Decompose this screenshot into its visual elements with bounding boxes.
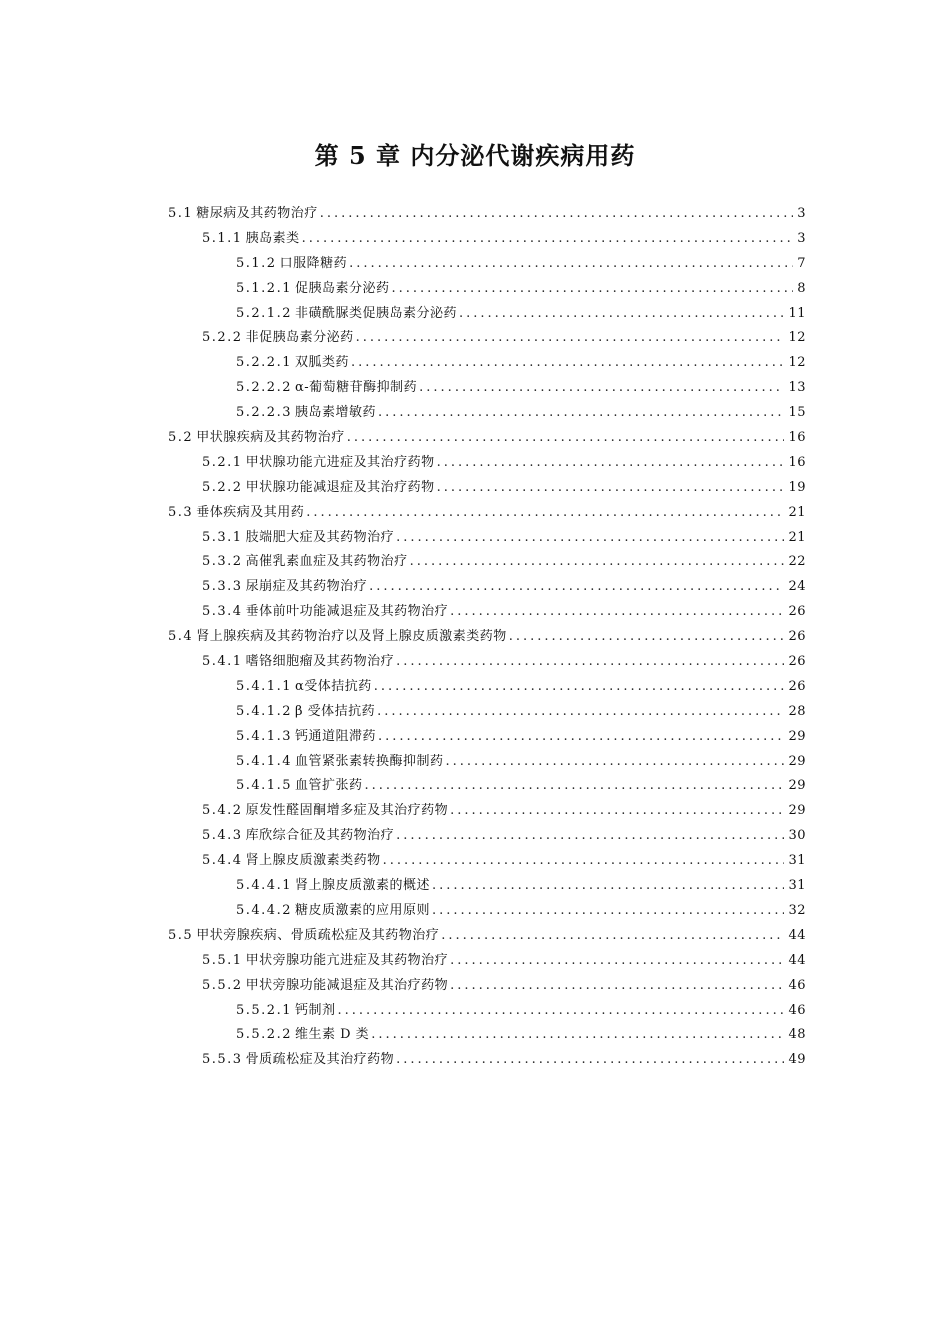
toc-entry-number: 5.2.2.3 [236, 405, 292, 421]
toc-entry-number: 5.3.4 [202, 604, 243, 620]
toc-entry-title: 钙制剂 [294, 1002, 336, 1018]
toc-page-number: 29 [788, 803, 806, 819]
toc-entry-title: 血管紧张素转换酶抑制药 [294, 753, 444, 769]
toc-entry-title: 甲状腺疾病及其药物治疗 [196, 430, 345, 446]
toc-dot-leader [396, 824, 784, 849]
toc-dot-leader [450, 949, 784, 974]
toc-entry-title: 甲状旁腺功能减退症及其治疗药物 [245, 977, 449, 993]
toc-dot-leader [351, 351, 784, 376]
toc-entry[interactable] [0, 326, 806, 351]
toc-dot-leader [383, 849, 785, 874]
toc-page-number: 49 [788, 1052, 806, 1068]
toc-entry[interactable] [0, 774, 806, 799]
toc-page-number: 8 [797, 280, 806, 296]
toc-page-number: 26 [788, 629, 806, 645]
toc-dot-leader [450, 974, 784, 999]
toc-entry[interactable] [0, 575, 806, 600]
toc-page-number: 46 [788, 1002, 806, 1018]
toc-page-number: 21 [788, 504, 806, 520]
toc-dot-leader [441, 924, 784, 949]
toc-entry[interactable] [0, 501, 806, 526]
toc-dot-leader [374, 675, 785, 700]
toc-dot-leader [450, 799, 784, 824]
toc-entry[interactable] [0, 874, 806, 899]
toc-dot-leader [396, 650, 784, 675]
toc-entry-number: 5.4.2 [202, 803, 243, 819]
toc-dot-leader [377, 700, 784, 725]
toc-entry[interactable] [0, 550, 806, 575]
toc-dot-leader [410, 550, 785, 575]
toc-page-number: 3 [797, 230, 806, 246]
toc-page-number: 26 [788, 604, 806, 620]
toc-entry-number: 5.4.4 [202, 853, 243, 869]
toc-entry-title: 促胰岛素分泌药 [294, 280, 390, 296]
toc-entry[interactable] [0, 302, 806, 327]
toc-page-number: 11 [788, 305, 806, 321]
toc-page-number: 32 [788, 902, 806, 918]
toc-entry-title: 嗜铬细胞瘤及其药物治疗 [245, 654, 395, 670]
toc-page-number: 13 [788, 380, 806, 396]
toc-entry[interactable] [0, 401, 806, 426]
toc-entry-title: 胰岛素类 [245, 230, 300, 246]
toc-entry-number: 5.5.1 [202, 952, 243, 968]
toc-page-number: 19 [788, 479, 806, 495]
toc-dot-leader [302, 227, 794, 252]
toc-page-number: 15 [788, 405, 806, 421]
toc-entry-title: 垂体疾病及其用药 [196, 504, 305, 520]
toc-dot-leader [437, 451, 785, 476]
toc-entry-title: 肢端肥大症及其药物治疗 [245, 529, 395, 545]
toc-entry[interactable] [0, 202, 806, 227]
toc-entry-number: 5.5.2.2 [236, 1027, 292, 1043]
toc-dot-leader [338, 999, 785, 1024]
toc-entry[interactable] [0, 376, 806, 401]
toc-entry-number: 5.1 [168, 206, 194, 221]
toc-dot-leader [446, 750, 785, 775]
toc-entry[interactable] [0, 426, 806, 451]
toc-page-number: 12 [788, 330, 806, 346]
toc-entry-number: 5.2.2 [202, 479, 243, 495]
toc-page-number: 22 [788, 554, 806, 570]
toc-page-number: 44 [788, 927, 806, 943]
toc-entry-number: 5.5.2 [202, 977, 243, 993]
toc-entry-number: 5.4.1.4 [236, 753, 292, 769]
toc-entry-title: 甲状腺功能亢进症及其治疗药物 [245, 454, 435, 470]
toc-entry[interactable] [0, 824, 806, 849]
toc-entry-number: 5.3.1 [202, 529, 243, 545]
toc-entry-number: 5.1.2.1 [236, 280, 292, 296]
toc-entry-number: 5.4.1.1 [236, 678, 292, 694]
toc-entry-number: 5.2.2 [202, 330, 243, 346]
toc-dot-leader [347, 426, 785, 451]
toc-dot-leader [419, 376, 784, 401]
toc-page-number: 29 [788, 753, 806, 769]
toc-page-number: 48 [788, 1027, 806, 1043]
toc-dot-leader [396, 526, 784, 551]
toc-page-number: 7 [797, 255, 806, 271]
toc-entry[interactable] [0, 351, 806, 376]
toc-entry[interactable] [0, 526, 806, 551]
toc-entry[interactable] [0, 799, 806, 824]
toc-page-number: 46 [788, 977, 806, 993]
toc-dot-leader [356, 326, 785, 351]
page-title: 第 5 章 内分泌代谢疾病用药 [314, 141, 636, 171]
toc-page-number: 26 [788, 654, 806, 670]
toc-dot-leader [432, 874, 784, 899]
table-of-contents [0, 202, 950, 1073]
toc-entry-title: α受体拮抗药 [294, 678, 372, 694]
toc-entry-number: 5.5 [168, 927, 194, 943]
toc-entry-title: 双胍类药 [294, 355, 349, 371]
toc-dot-leader [392, 277, 794, 302]
toc-entry-number: 5.4 [168, 629, 194, 645]
toc-entry[interactable] [0, 750, 806, 775]
toc-entry[interactable] [0, 675, 806, 700]
toc-page-number: 31 [788, 853, 806, 869]
toc-entry-title: 原发性醛固酮增多症及其治疗药物 [245, 803, 449, 819]
toc-entry-title: 口服降糖药 [279, 255, 348, 271]
toc-dot-leader [349, 252, 793, 277]
toc-entry-title: 钙通道阻滞药 [294, 728, 376, 744]
toc-dot-leader [306, 501, 784, 526]
toc-entry-title: 非促胰岛素分泌药 [245, 330, 354, 346]
toc-entry-number: 5.2.1.2 [236, 305, 292, 321]
toc-entry[interactable] [0, 476, 806, 501]
toc-entry[interactable] [0, 650, 806, 675]
toc-dot-leader [459, 302, 784, 327]
toc-page-number: 26 [788, 678, 806, 694]
toc-entry-title: 血管扩张药 [294, 778, 363, 794]
toc-entry-title: β 受体拮抗药 [294, 703, 376, 719]
toc-entry-title: 垂体前叶功能减退症及其药物治疗 [245, 604, 449, 620]
toc-entry-number: 5.4.4.2 [236, 902, 292, 918]
toc-entry[interactable] [0, 949, 806, 974]
toc-entry[interactable] [0, 1023, 806, 1048]
toc-entry[interactable] [0, 625, 806, 650]
toc-entry-title: 甲状腺功能减退症及其治疗药物 [245, 479, 435, 495]
toc-dot-leader [378, 401, 784, 426]
toc-entry-number: 5.2.2.1 [236, 355, 292, 371]
toc-entry-number: 5.4.1.3 [236, 728, 292, 744]
toc-dot-leader [437, 476, 785, 501]
toc-entry[interactable] [0, 600, 806, 625]
toc-entry-number: 5.2.2.2 [236, 380, 292, 396]
toc-entry[interactable] [0, 227, 806, 252]
toc-dot-leader [432, 899, 784, 924]
toc-entry[interactable] [0, 924, 806, 949]
toc-entry[interactable] [0, 277, 806, 302]
toc-entry[interactable] [0, 849, 806, 874]
toc-entry-number: 5.5.2.1 [236, 1002, 292, 1018]
toc-dot-leader [320, 202, 794, 227]
toc-dot-leader [378, 725, 784, 750]
toc-entry-number: 5.4.3 [202, 828, 243, 844]
toc-page-number: 28 [788, 703, 806, 719]
toc-page-number: 16 [788, 454, 806, 470]
toc-entry-number: 5.1.1 [202, 230, 243, 246]
toc-dot-leader [396, 1048, 784, 1073]
toc-entry-number: 5.4.1.2 [236, 703, 292, 719]
toc-entry-number: 5.2.1 [202, 454, 243, 470]
toc-entry-number: 5.5.3 [202, 1052, 243, 1068]
toc-dot-leader [371, 1023, 784, 1048]
toc-entry-title: 库欣综合征及其药物治疗 [245, 828, 395, 844]
toc-entry-title: 胰岛素增敏药 [294, 405, 376, 421]
toc-entry-title: 肾上腺疾病及其药物治疗以及肾上腺皮质激素类药物 [196, 629, 507, 645]
toc-entry-title: 甲状旁腺疾病、骨质疏松症及其药物治疗 [196, 927, 440, 943]
toc-entry-number: 5.2 [168, 430, 194, 446]
toc-dot-leader [509, 625, 785, 650]
toc-entry[interactable] [0, 252, 806, 277]
toc-entry-number: 5.3 [168, 504, 194, 520]
toc-entry-title: 糖尿病及其药物治疗 [196, 206, 318, 221]
toc-page-number: 44 [788, 952, 806, 968]
toc-entry-number: 5.4.1 [202, 654, 243, 670]
toc-entry-title: 糖皮质激素的应用原则 [294, 902, 430, 918]
toc-entry[interactable] [0, 974, 806, 999]
toc-entry-title: 骨质疏松症及其治疗药物 [245, 1052, 395, 1068]
toc-entry-number: 5.4.1.5 [236, 778, 292, 794]
toc-entry[interactable] [0, 700, 806, 725]
toc-page-number: 29 [788, 728, 806, 744]
toc-page-number: 3 [797, 206, 806, 221]
toc-entry[interactable] [0, 1048, 806, 1073]
toc-entry-title: α-葡萄糖苷酶抑制药 [294, 380, 418, 396]
toc-page-number: 12 [788, 355, 806, 371]
toc-entry-title: 尿崩症及其药物治疗 [245, 579, 368, 595]
toc-dot-leader [365, 774, 785, 799]
toc-entry-number: 5.3.2 [202, 554, 243, 570]
toc-page-number: 24 [788, 579, 806, 595]
toc-dot-leader [450, 600, 784, 625]
toc-page-number: 21 [788, 529, 806, 545]
toc-entry-number: 5.3.3 [202, 579, 243, 595]
toc-entry-title: 非磺酰脲类促胰岛素分泌药 [294, 305, 457, 321]
toc-entry[interactable] [0, 899, 806, 924]
toc-page-number: 31 [788, 878, 806, 894]
toc-entry-number: 5.1.2 [236, 255, 277, 271]
toc-page-number: 16 [788, 430, 806, 446]
toc-entry-number: 5.4.4.1 [236, 878, 292, 894]
toc-page-number: 29 [788, 778, 806, 794]
toc-entry-title: 甲状旁腺功能亢进症及其药物治疗 [245, 952, 449, 968]
toc-page-number: 30 [788, 828, 806, 844]
toc-entry[interactable] [0, 725, 806, 750]
toc-entry-title: 高催乳素血症及其药物治疗 [245, 554, 408, 570]
toc-entry-title: 肾上腺皮质激素类药物 [245, 853, 381, 869]
toc-entry[interactable] [0, 451, 806, 476]
toc-dot-leader [369, 575, 784, 600]
toc-entry-title: 维生素 D 类 [294, 1027, 370, 1043]
toc-entry-title: 肾上腺皮质激素的概述 [294, 878, 430, 894]
toc-entry[interactable] [0, 999, 806, 1024]
